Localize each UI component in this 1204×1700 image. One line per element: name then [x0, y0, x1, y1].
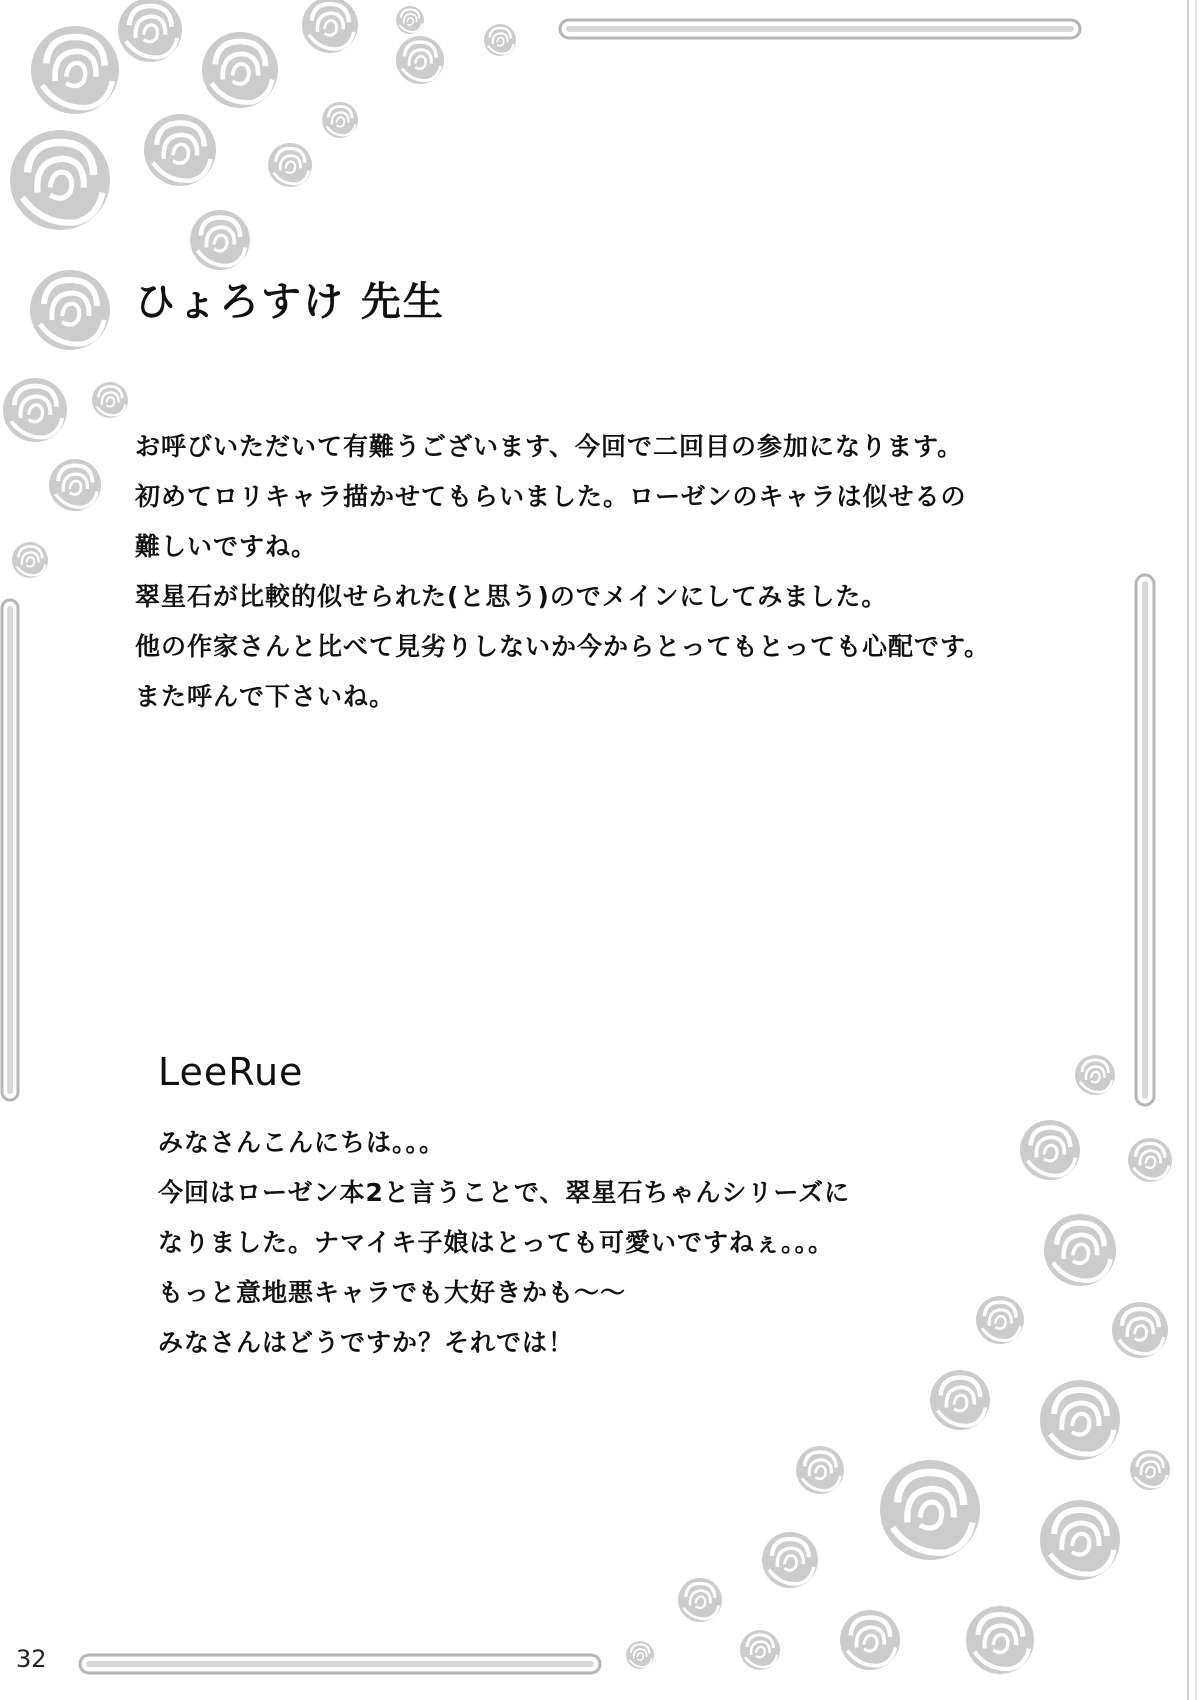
message-line: もっと意地悪キャラでも大好きかも～～ [158, 1278, 627, 1307]
section-2-heading: LeeRue [158, 1050, 304, 1094]
page-number: 32 [16, 1645, 47, 1673]
section-1-heading: ひょろすけ 先生 [135, 279, 445, 325]
message-line: みなさんこんにちは。。。 [158, 1128, 446, 1157]
message-line: 初めてロリキャラ描かせてもらいました。ローゼンのキャラは似せるの [135, 482, 967, 511]
message-line: また呼んで下さいね。 [135, 682, 396, 711]
message-line: 難しいですね。 [135, 532, 318, 561]
message-line: なりました。ナマイキ子娘はとっても可愛いですねぇ。。。 [158, 1228, 835, 1257]
section-2-message [158, 1118, 850, 1368]
message-line: 今回はローゼン本2と言うことで、翠星石ちゃんシリーズに [158, 1178, 851, 1207]
message-line: お呼びいただいて有難うございます、今回で二回目の参加になります。 [135, 432, 964, 461]
message-line: 他の作家さんと比べて見劣りしないか今からとってもとっても心配です。 [135, 632, 991, 661]
message-line: みなさんはどうですか？それでは！ [158, 1328, 575, 1357]
message-line: 翠星石が比較的似せられた(と思う)のでメインにしてみました。 [135, 582, 888, 611]
section-1-message [135, 422, 990, 722]
